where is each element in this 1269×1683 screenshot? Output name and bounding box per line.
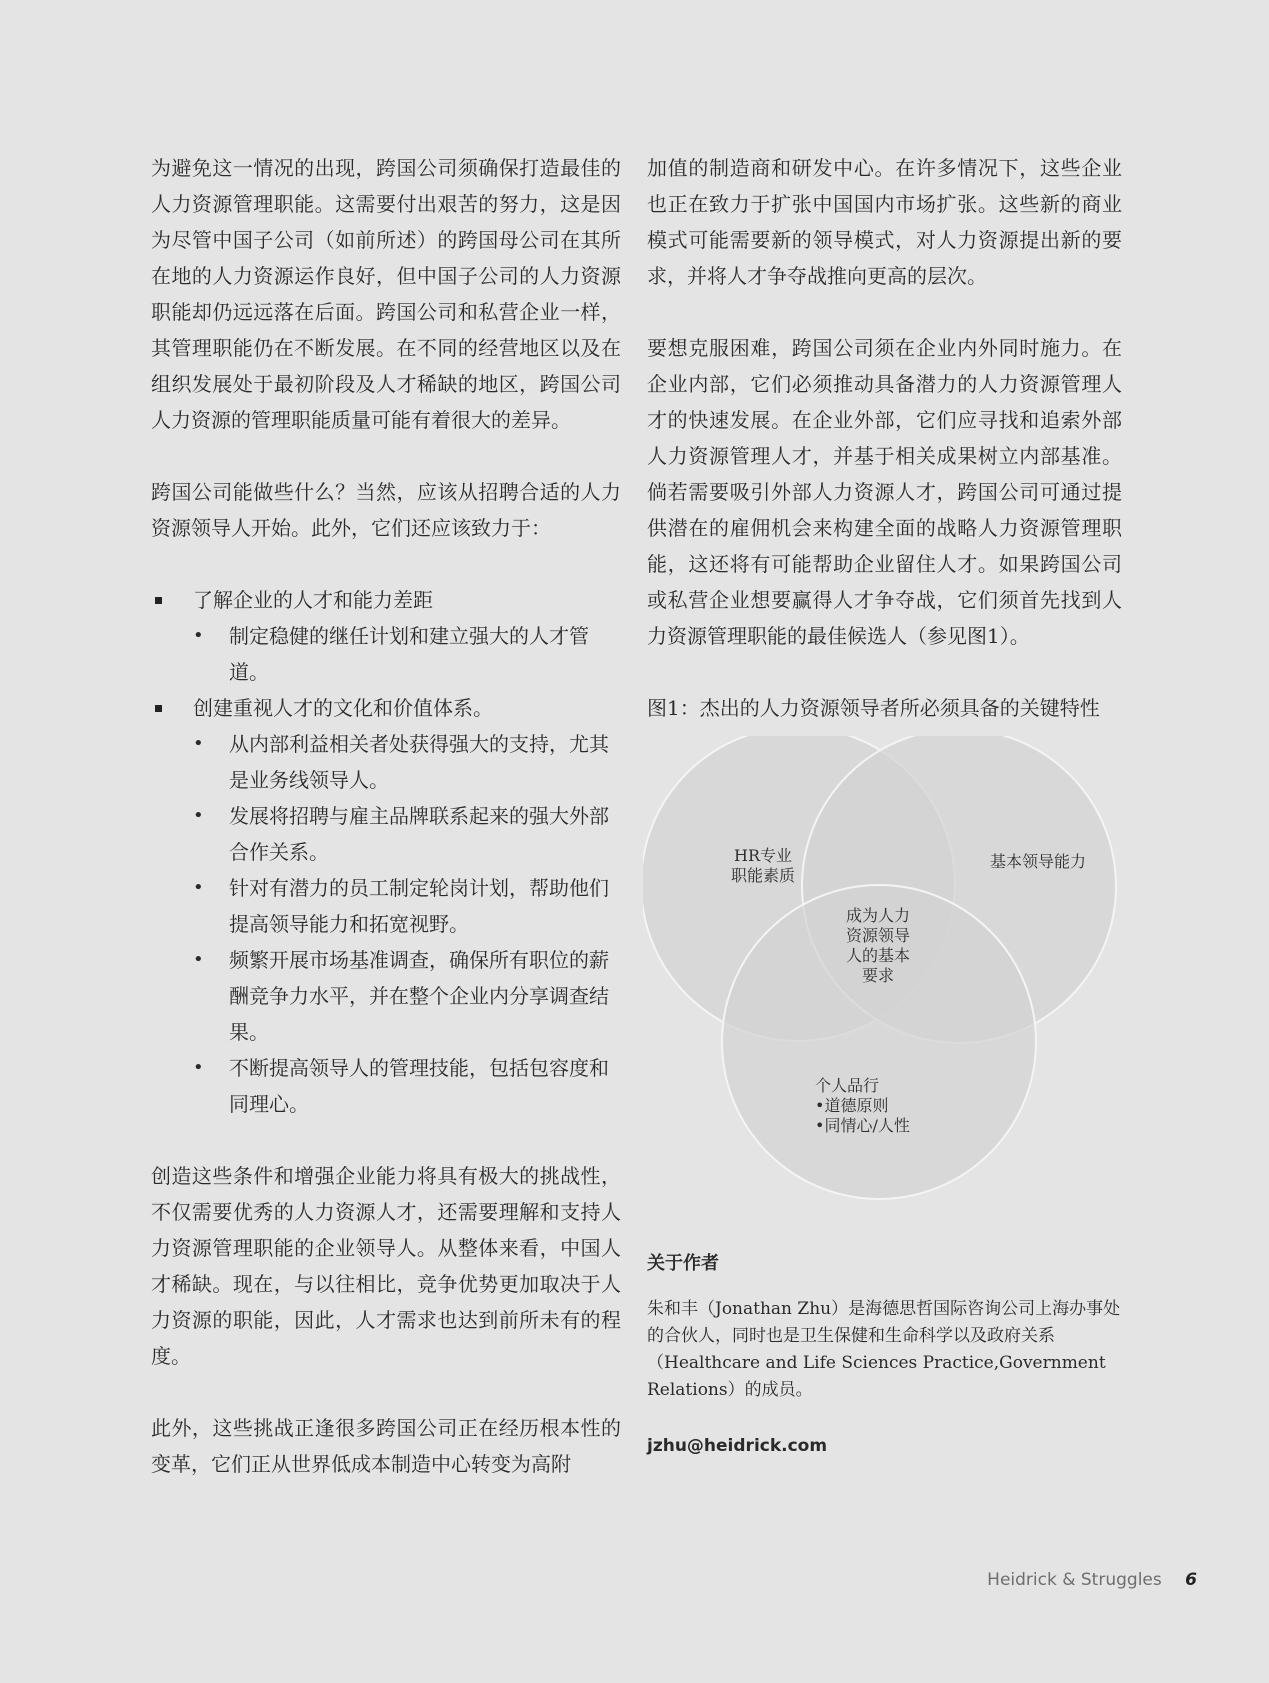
page-number: 6 [1185,1570,1197,1590]
sub-list [193,618,621,690]
about-author-body: 朱和丰（Jonathan Zhu）是海德思哲国际咨询公司上海办事处的合伙人，同时也是卫生保健和生命科学以及政府关系（Healthcare and Life Sciences Practice,Government Relations）的成员。 [647,1299,1121,1400]
figure-caption: 图1：杰出的人力资源领导者所必须具备的关键特性 [647,696,1100,720]
paragraph: 跨国公司能做些什么？当然，应该从招聘合适的人力资源领导人开始。此外，它们还应该致力于： [151,480,621,540]
paragraph: 加值的制造商和研发中心。在许多情况下，这些企业也正在致力于扩张中国国内市场扩张。这些新的商业模式可能需要新的领导模式，对人力资源提出新的要求，并将人才争夺战推向更高的层次。 [647,156,1122,288]
venn-text: •道德原则 [815,1096,889,1115]
paragraph: 创造这些条件和增强企业能力将具有极大的挑战性，不仅需要优秀的人力资源人才，还需要理解和支持人力资源管理职能的企业领导人。从整体来看，中国人才稀缺。现在，与以往相比，竞争优势更加取决于人力资源的职能，因此，人才需求也达到前所未有的程度。 [151,1164,621,1368]
venn-label-character [815,1076,945,1136]
venn-text: HR专业 [733,846,792,865]
left-column [151,150,621,1518]
sub-bullet-item: • 发展将招聘与雇主品牌联系起来的强大外部合作关系。 [193,798,621,870]
right-column [647,150,1122,1464]
venn-text: 个人品行 [815,1076,880,1095]
venn-text: •同情心/人性 [815,1116,910,1135]
bullet-item [151,690,621,1122]
paragraph: 要想克服困难，跨国公司须在企业内外同时施力。在企业内部，它们必须推动具备潜力的人力资源管理人才的快速发展。在企业外部，它们应寻找和追索外部人力资源管理人才，并基于相关成果树立内部基准。倘若需要吸引外部人力资源人才，跨国公司可通过提供潜在的雇佣机会来构建全面的战略人力资源管理职能，这还将有可能帮助企业留住人才。如果跨国公司或私营企业想要赢得人才争夺战，它们须首先找到人力资源管理职能的最佳候选人（参见图1）。 [647,336,1122,648]
venn-label-leadership: 基本领导能力 [989,852,1086,871]
venn-label-center [818,906,938,986]
venn-diagram [643,736,1123,1222]
venn-text: 资源领导 [845,926,910,945]
paragraph: 此外，这些挑战正逢很多跨国公司正在经历根本性的变革，它们正从世界低成本制造中心转变为高附 [151,1416,621,1476]
sub-bullet-item: • 不断提高领导人的管理技能，包括包容度和同理心。 [193,1050,621,1122]
venn-text: 人的基本 [845,946,910,965]
footer-brand: Heidrick & Struggles [987,1570,1162,1590]
bullet-item [151,582,621,690]
page-footer [987,1570,1197,1590]
author-email-link[interactable]: jzhu@heidrick.com [647,1436,828,1456]
bullet-list [151,582,621,1122]
sub-list [193,726,621,1122]
bullet-text: 创建重视人才的文化和价值体系。 [193,696,493,720]
venn-label-hr [693,846,833,886]
sub-bullet-item: • 针对有潜力的员工制定轮岗计划，帮助他们提高领导能力和拓宽视野。 [193,870,621,942]
venn-text: 职能素质 [730,866,795,885]
venn-text: 成为人力 [845,906,910,925]
about-author-heading: 关于作者 [647,1253,719,1274]
sub-bullet-item: • 制定稳健的继任计划和建立强大的人才管道。 [193,618,621,690]
paragraph: 为避免这一情况的出现，跨国公司须确保打造最佳的人力资源管理职能。这需要付出艰苦的努力，这是因为尽管中国子公司（如前所述）的跨国母公司在其所在地的人力资源运作良好，但中国子公司的人力资源职能却仍远远落在后面。跨国公司和私营企业一样，其管理职能仍在不断发展。在不同的经营地区以及在组织发展处于最初阶段及人才稀缺的地区，跨国公司人力资源的管理职能质量可能有着很大的差异。 [151,156,621,432]
sub-bullet-item: • 频繁开展市场基准调查，确保所有职位的薪酬竞争力水平，并在整个企业内分享调查结果。 [193,942,621,1050]
sub-bullet-item: • 从内部利益相关者处获得强大的支持，尤其是业务线领导人。 [193,726,621,798]
venn-text: 要求 [861,966,894,985]
bullet-text: 了解企业的人才和能力差距 [193,588,433,612]
